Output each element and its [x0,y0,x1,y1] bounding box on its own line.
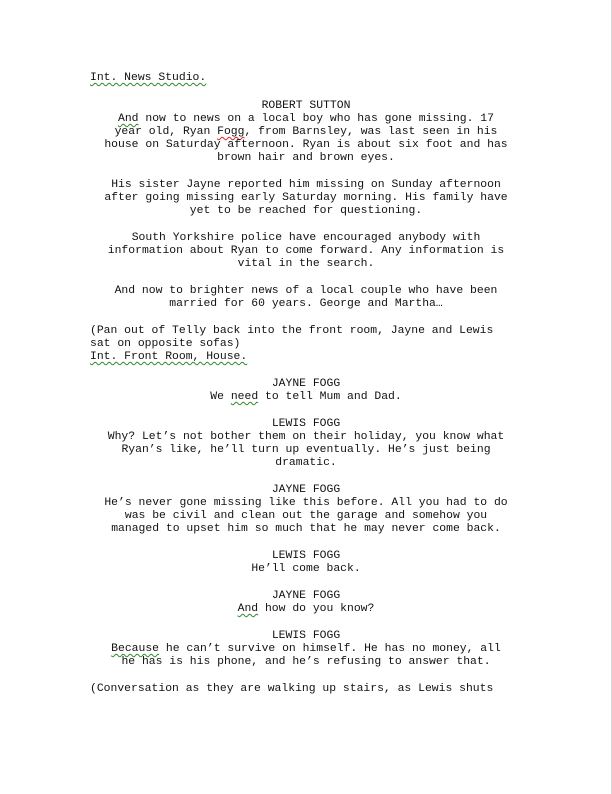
dialogue-text: year old, Ryan [114,126,218,138]
dialogue-line [60,113,552,126]
character-name: JAYNE FOGG [271,484,341,496]
dialogue-line: He’s never gone missing like this before. All you had to do [104,497,508,509]
dialogue-line: He’ll come back. [251,563,361,575]
dialogue-line: Why? Let’s not bother them on their holiday, you know what [107,431,505,443]
dialogue-line: was be civil and clean out the garage and somehow you [124,510,488,522]
dialogue-line: vital in the search. [237,258,375,270]
character-name: ROBERT SUTTON [261,100,351,112]
dialogue-line [60,126,552,139]
dialogue-line: brown hair and brown eyes. [217,152,395,164]
dialogue-text: to tell Mum and Dad. [258,391,402,403]
action-line: (Conversation as they are walking up stairs, as Lewis shuts [90,683,494,695]
dialogue-line: His sister Jayne reported him missing on Sunday afternoon [111,179,501,191]
dialogue-line: information about Ryan to come forward. Any information is [107,245,505,257]
dialogue-line: after going missing early Saturday morning. His family have [104,192,508,204]
dialogue-text: , from Barnsley, was last seen in his [244,126,498,138]
dialogue-line: South Yorkshire police have encouraged anybody with [131,232,481,244]
character-name: LEWIS FOGG [271,418,341,430]
dialogue-line [60,643,552,656]
dialogue-text: We [210,391,231,403]
dialogue-line: dramatic. [275,457,337,469]
dialogue-word: Because [111,643,160,655]
scene-heading [90,72,206,85]
character-name: LEWIS FOGG [271,630,341,642]
dialogue-line: Ryan’s like, he’ll turn up eventually. He’s just being [121,444,491,456]
dialogue-word: Fogg [217,126,245,138]
action-line: (Pan out of Telly back into the front room, Jayne and Lewis [90,325,494,337]
dialogue-line [60,391,552,404]
dialogue-word: need [230,391,259,403]
dialogue-line: And now to brighter news of a local couple who have been [114,285,498,297]
dialogue-text: now to news on a local boy who has gone missing. 17 [138,113,494,125]
dialogue-line: managed to upset him so much that he may never come back. [111,523,501,535]
character-name: JAYNE FOGG [271,590,341,602]
dialogue-word: And [237,603,259,615]
character-name: LEWIS FOGG [271,550,341,562]
action-line: sat on opposite sofas) [90,338,241,350]
dialogue-word: And [118,113,139,125]
scene-heading-text: Int. Front Room, House. [90,351,248,363]
dialogue-text: how do you know? [258,603,375,615]
character-name: JAYNE FOGG [271,378,341,390]
dialogue-text: he can’t survive on himself. He has no money, all [159,643,501,655]
scene-heading [90,351,247,364]
dialogue-line: house on Saturday afternoon. Ryan is about six foot and has [104,139,508,151]
dialogue-line: yet to be reached for questioning. [189,205,423,217]
dialogue-line: he has is his phone, and he’s refusing to answer that. [121,656,491,668]
dialogue-line [60,603,552,616]
dialogue-line: married for 60 years. George and Martha… [169,298,443,310]
scene-heading-text: Int. News Studio. [90,72,207,84]
